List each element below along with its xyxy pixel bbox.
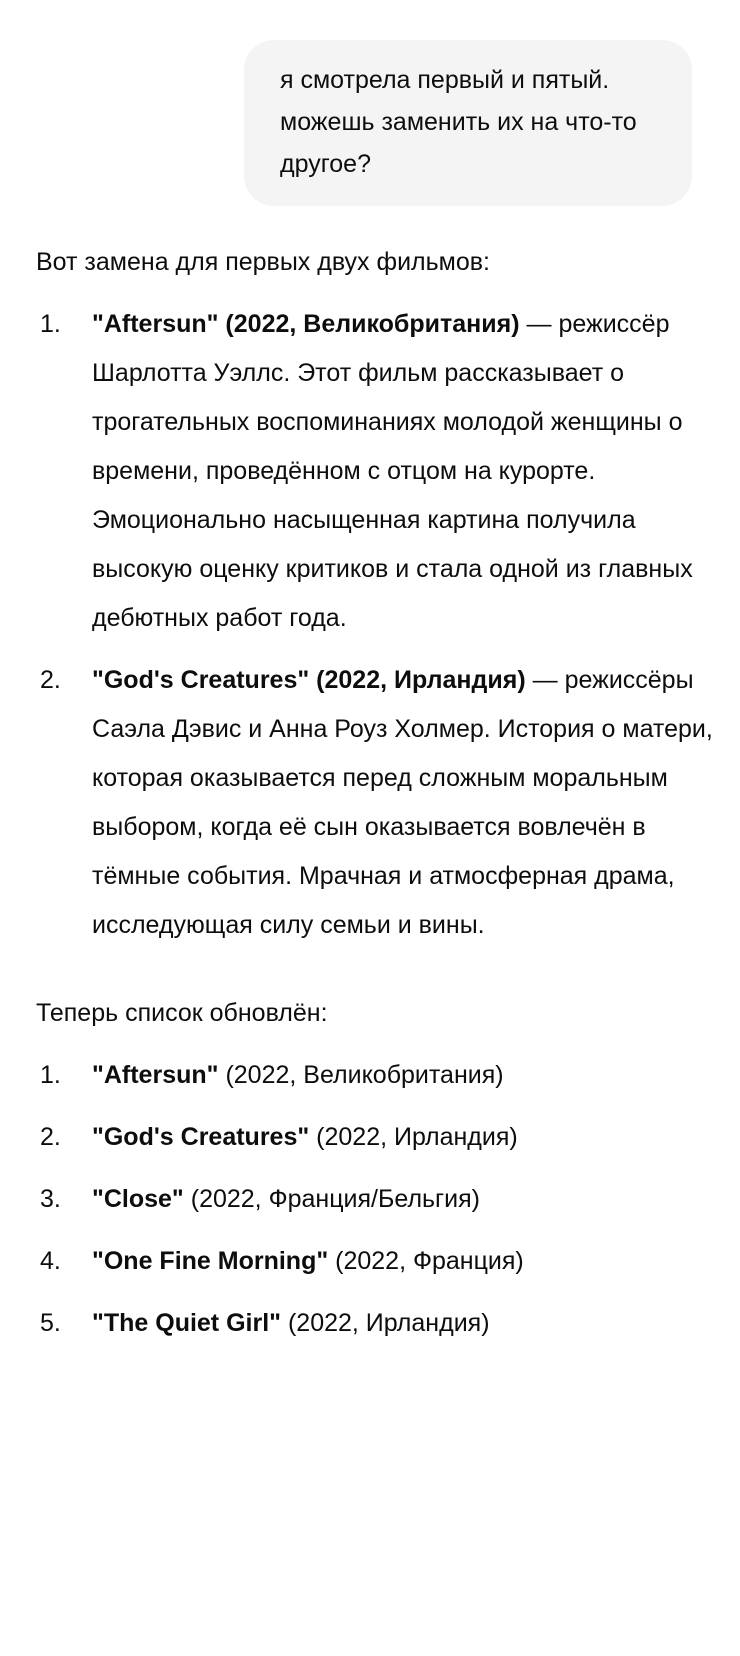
updated-list-intro-text: Теперь список обновлён: bbox=[36, 999, 328, 1027]
assistant-intro-text: Вот замена для первых двух фильмов: bbox=[36, 248, 490, 276]
movie-title: "God's Creatures" bbox=[92, 1123, 310, 1151]
dash: — bbox=[525, 666, 565, 694]
user-message-row bbox=[244, 40, 692, 206]
list-item bbox=[36, 1113, 716, 1162]
movie-details: (2022, Великобритания) bbox=[218, 1061, 504, 1089]
list-item bbox=[36, 1051, 716, 1100]
movie-details: (2022, Ирландия) bbox=[281, 1309, 490, 1337]
list-number: 1. bbox=[40, 310, 61, 338]
replacement-item bbox=[36, 300, 716, 643]
updated-movie-list bbox=[36, 1051, 716, 1348]
movie-description: режиссёры Саэла Дэвис и Анна Роуз Холмер. История о матери, которая оказывается перед сложным моральным выбором, когда её сын оказывается вовлечён в тёмные события. Мрачная и атмосферная драма, исследующая силу семьи и вины. bbox=[92, 666, 713, 939]
movie-details: (2022, Франция/Бельгия) bbox=[183, 1185, 481, 1213]
assistant-message bbox=[36, 238, 716, 1348]
list-number: 1. bbox=[40, 1061, 61, 1089]
list-item bbox=[36, 1237, 716, 1286]
list-item bbox=[36, 1175, 716, 1224]
dash: — bbox=[519, 310, 559, 338]
list-number: 4. bbox=[40, 1247, 61, 1275]
list-number: 3. bbox=[40, 1185, 61, 1213]
user-message-text: я смотрела первый и пятый. можешь заменить их на что-то другое? bbox=[280, 66, 637, 178]
movie-title: "Close" bbox=[92, 1185, 184, 1213]
movie-details: (2022, Ирландия) bbox=[309, 1123, 518, 1151]
list-number: 2. bbox=[40, 1123, 61, 1151]
movie-title: "God's Creatures" (2022, Ирландия) bbox=[92, 666, 526, 694]
movie-title: "The Quiet Girl" bbox=[92, 1309, 282, 1337]
movie-title: "Aftersun" (2022, Великобритания) bbox=[92, 310, 520, 338]
replacement-item bbox=[36, 656, 716, 950]
movie-title: "One Fine Morning" bbox=[92, 1247, 329, 1275]
list-item bbox=[36, 1299, 716, 1348]
movie-description: режиссёр Шарлотта Уэллс. Этот фильм рассказывает о трогательных воспоминаниях молодой женщины о времени, проведённом с отцом на курорте. Эмоционально насыщенная картина получила высокую оценку критиков и стала одной из главных дебютных работ года. bbox=[92, 310, 693, 632]
replacement-list bbox=[36, 300, 716, 950]
movie-title: "Aftersun" bbox=[92, 1061, 219, 1089]
list-number: 5. bbox=[40, 1309, 61, 1337]
list-number: 2. bbox=[40, 666, 61, 694]
movie-details: (2022, Франция) bbox=[328, 1247, 524, 1275]
user-message-bubble bbox=[244, 40, 692, 206]
